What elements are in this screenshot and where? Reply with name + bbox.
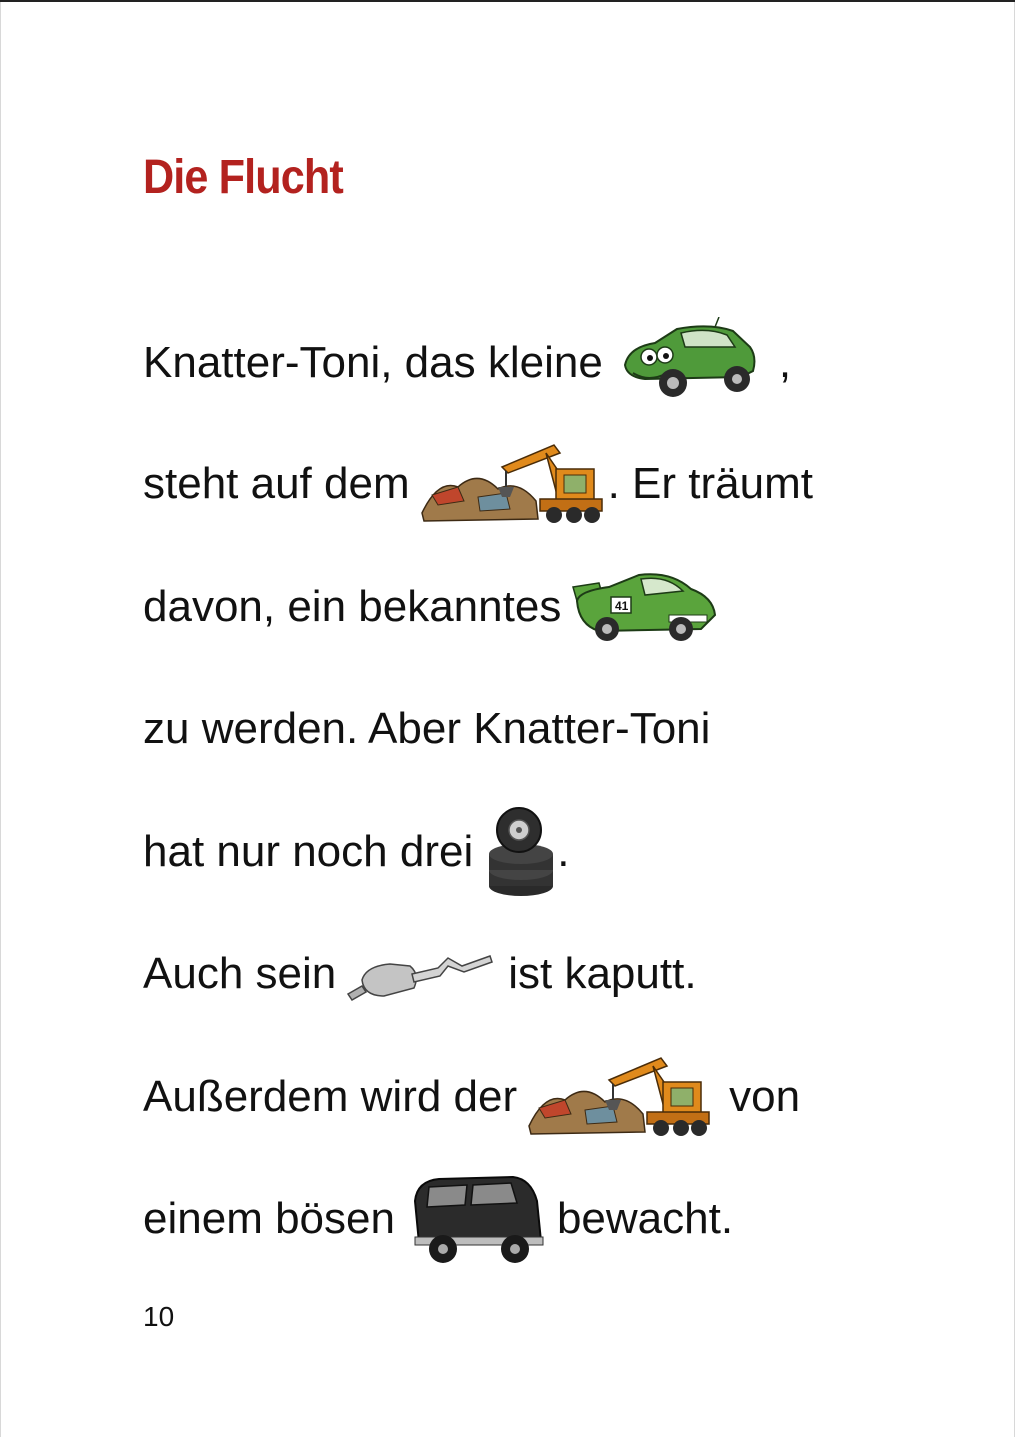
line-8-text-after: bewacht. [556, 1194, 734, 1243]
line-1-text-before: Knatter-Toni, das kleine [143, 338, 603, 387]
text-line-5 [143, 802, 569, 902]
page-number: 10 [143, 1301, 175, 1332]
line-7-text-before: Außerdem wird der [143, 1072, 518, 1121]
text-line-7 [143, 1047, 800, 1147]
page-title: Die Flucht [143, 151, 343, 204]
page-edge-left [0, 2, 1, 1437]
line-6-text-after: ist kaputt. [508, 949, 697, 998]
text-line-4 [143, 679, 710, 779]
black-van-icon [409, 1171, 545, 1267]
line-4-text: zu werden. Aber Knatter-Toni [143, 704, 711, 753]
exhaust-pipe-icon [344, 944, 494, 1004]
line-1-text-after: , [778, 338, 792, 387]
junkyard-crane-icon [525, 1052, 715, 1142]
stacked-tires-icon [485, 806, 557, 898]
line-8-text-before: einem bösen [143, 1194, 395, 1243]
text-line-2 [143, 434, 813, 534]
line-5-text-before: hat nur noch drei [143, 827, 474, 876]
text-line-3 [143, 557, 719, 657]
small-green-car-icon [615, 317, 765, 409]
line-2-text-after: . Er träumt [607, 459, 813, 508]
junkyard-crane-icon [418, 439, 608, 529]
line-7-text-after: von [729, 1072, 801, 1121]
line-6-text-before: Auch sein [143, 949, 337, 998]
line-2-text-before: steht auf dem [143, 459, 410, 508]
text-line-1 [143, 313, 791, 413]
svg-text:41: 41 [615, 599, 629, 613]
race-car-icon [569, 567, 719, 647]
text-line-8 [143, 1169, 733, 1269]
text-line-6 [143, 924, 697, 1024]
line-5-text-after: . [557, 827, 570, 876]
line-3-text-before: davon, ein bekanntes [143, 582, 562, 631]
